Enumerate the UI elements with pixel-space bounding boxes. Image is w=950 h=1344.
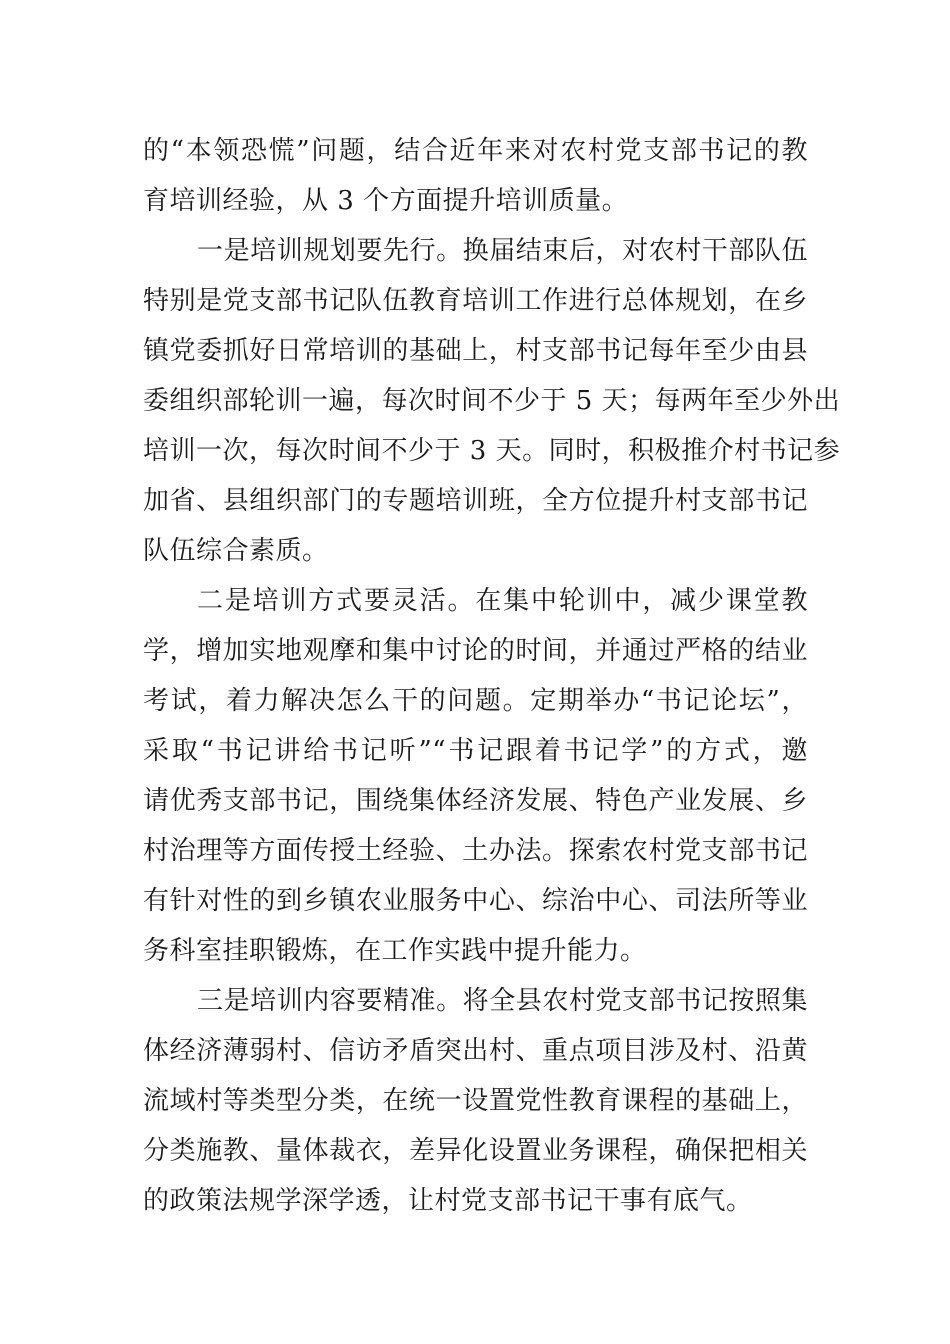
text-line: 的“本领恐慌”问题，结合近年来对农村党支部书记的教: [143, 136, 808, 166]
paragraph-first-line: 二是培训方式要灵活。在集中轮训中，减少课堂教: [197, 586, 808, 616]
text-line: 加省、县组织部门的专题培训班，全方位提升村支部书记: [143, 486, 808, 516]
text-line: 采取“书记讲给书记听”“书记跟着书记学”的方式，邀: [143, 736, 808, 766]
text-line: 体经济薄弱村、信访矛盾突出村、重点项目涉及村、沿黄: [143, 1036, 808, 1066]
text-line: 务科室挂职锻炼，在工作实践中提升能力。: [143, 936, 647, 966]
text-line: 村治理等方面传授土经验、土办法。探索农村党支部书记: [143, 836, 808, 866]
text-line: 分类施教、量体裁衣，差异化设置业务课程，确保把相关: [143, 1136, 808, 1166]
text-line: 学，增加实地观摩和集中讨论的时间，并通过严格的结业: [143, 636, 808, 666]
text-line: 流域村等类型分类，在统一设置党性教育课程的基础上，: [143, 1086, 808, 1116]
text-line: 育培训经验，从 3 个方面提升培训质量。: [143, 186, 629, 216]
text-line: 委组织部轮训一遍，每次时间不少于 5 天；每两年至少外出: [143, 386, 841, 416]
text-line: 特别是党支部书记队伍教育培训工作进行总体规划，在乡: [143, 286, 808, 316]
text-line: 考试，着力解决怎么干的问题。定期举办“书记论坛”，: [143, 686, 808, 716]
document-body: [143, 126, 841, 1226]
paragraph-first-line: 三是培训内容要精准。将全县农村党支部书记按照集: [197, 986, 808, 1016]
text-line: 镇党委抓好日常培训的基础上，村支部书记每年至少由县: [143, 336, 808, 366]
text-line: 有针对性的到乡镇农业服务中心、综治中心、司法所等业: [143, 886, 808, 916]
text-line: 队伍综合素质。: [143, 536, 329, 566]
text-line: 请优秀支部书记，围绕集体经济发展、特色产业发展、乡: [143, 786, 808, 816]
text-line: 培训一次，每次时间不少于 3 天。同时，积极推介村书记参: [143, 436, 841, 466]
text-line: 的政策法规学深学透，让村党支部书记干事有底气。: [143, 1186, 753, 1216]
paragraph-first-line: 一是培训规划要先行。换届结束后，对农村干部队伍: [197, 236, 808, 266]
